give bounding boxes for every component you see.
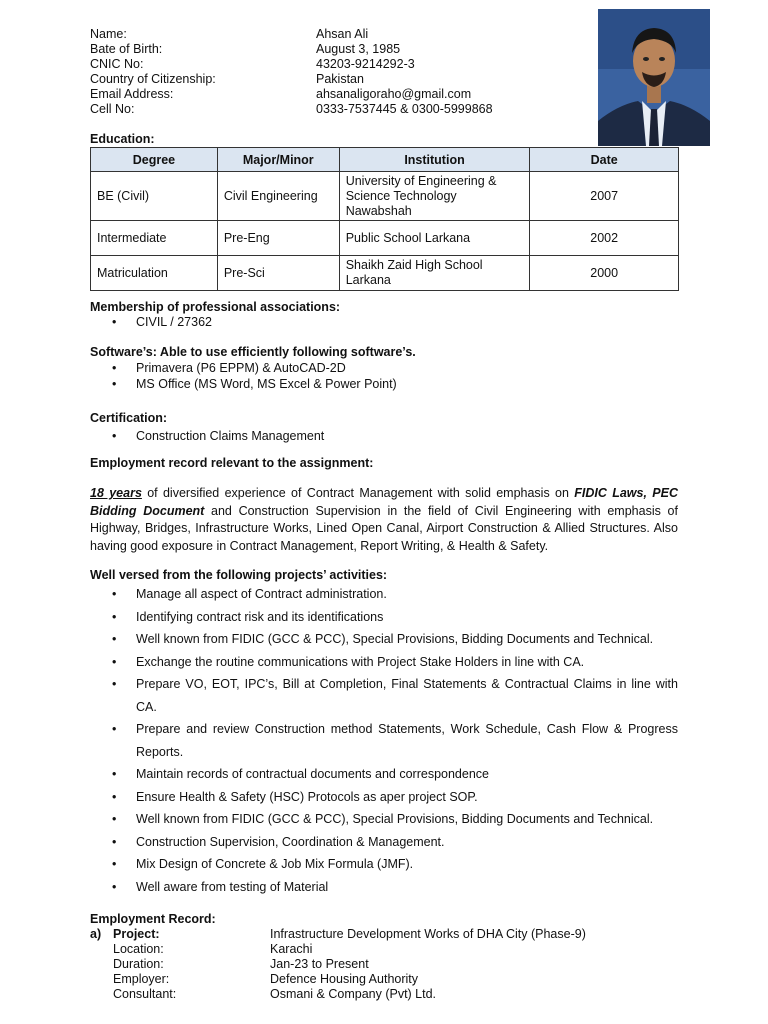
consultant-value: Osmani & Company (Pvt) Ltd. [270, 987, 437, 1001]
table-header-row [91, 148, 679, 172]
header-institution: Institution [339, 148, 530, 172]
institution-line: Larkana [345, 273, 391, 287]
employment-record-heading: Employment Record: [90, 912, 216, 926]
portrait-illustration [598, 9, 710, 146]
education-table [90, 147, 679, 291]
list-item: • MS Office (MS Word, MS Excel & Power Point) [112, 377, 397, 392]
degree-cell: Intermediate [91, 221, 218, 256]
membership-list [112, 315, 212, 330]
duration-label: Duration: [113, 957, 164, 971]
table-row [91, 256, 679, 291]
date-cell: 2000 [530, 256, 679, 291]
employment-relevant-heading: Employment record relevant to the assignment: [90, 456, 374, 470]
list-item: • Well aware from testing of Material [112, 876, 678, 899]
institution-line: Shaikh Zaid High School [345, 258, 483, 272]
activities-heading: Well versed from the following projects’ activities: [90, 568, 388, 582]
education-heading: Education: [90, 132, 155, 146]
experience-summary [90, 485, 678, 555]
certification-heading: Certification: [90, 411, 168, 425]
header-degree: Degree [91, 148, 218, 172]
cnic-label: CNIC No: [90, 57, 144, 71]
table-row [91, 221, 679, 256]
location-value: Karachi [270, 942, 313, 956]
list-item: • Construction Claims Management [112, 429, 324, 444]
name-value: Ahsan Ali [316, 27, 369, 41]
certification-list [112, 429, 324, 444]
membership-heading: Membership of professional associations: [90, 300, 341, 314]
major-cell: Civil Engineering [217, 172, 339, 221]
country-label: Country of Citizenship: [90, 72, 216, 86]
date-cell: 2007 [530, 172, 679, 221]
cell-value: 0333-7537445 & 0300-5999868 [316, 102, 493, 116]
list-item: • Prepare VO, EOT, IPC’s, Bill at Completion, Final Statements & Contractual Claims in line with CA. [112, 673, 678, 718]
list-item: • Well known from FIDIC (GCC & PCC), Special Provisions, Bidding Documents and Technical. [112, 628, 678, 651]
list-item: • Construction Supervision, Coordination & Management. [112, 831, 678, 854]
software-heading: Software’s: Able to use efficiently following software’s. [90, 345, 416, 359]
list-item: • Exchange the routine communications with Project Stake Holders in line with CA. [112, 651, 678, 674]
email-value: ahsanaligoraho@gmail.com [316, 87, 472, 101]
institution-cell [339, 172, 530, 221]
list-item: • CIVIL / 27362 [112, 315, 212, 330]
summary-text: of diversified experience of Contract Management with solid emphasis on [141, 486, 575, 500]
project-marker: a) [90, 927, 102, 941]
header-date: Date [530, 148, 679, 172]
date-cell: 2002 [530, 221, 679, 256]
software-list [112, 361, 397, 392]
list-item: • Maintain records of contractual documents and correspondence [112, 763, 678, 786]
list-item: • Manage all aspect of Contract administration. [112, 583, 678, 606]
list-item: • Identifying contract risk and its identifications [112, 606, 678, 629]
years-highlight: 18 years [90, 486, 142, 500]
header-major: Major/Minor [217, 148, 339, 172]
list-item: • Well known from FIDIC (GCC & PCC), Special Provisions, Bidding Documents and Technical. [112, 808, 678, 831]
country-value: Pakistan [316, 72, 364, 86]
cell-label: Cell No: [90, 102, 135, 116]
list-item: • Mix Design of Concrete & Job Mix Formula (JMF). [112, 853, 678, 876]
major-cell: Pre-Eng [217, 221, 339, 256]
degree-cell: BE (Civil) [91, 172, 218, 221]
email-label: Email Address: [90, 87, 174, 101]
project-label: Project: [113, 927, 160, 941]
cnic-value: 43203-9214292-3 [316, 57, 415, 71]
employer-label: Employer: [113, 972, 170, 986]
degree-cell: Matriculation [91, 256, 218, 291]
summary-text: and Construction Supervision in the field of Civil Engineering with emphasis of Highway, Bridges, Infrastructure Works, Lined Open Canal, Airport Construction & Allied Structures. Also having good exposure in Contract Management, Report Writing, & Health & Safety. [90, 503, 678, 553]
list-item: • Ensure Health & Safety (HSC) Protocols as aper project SOP. [112, 786, 678, 809]
institution-cell [339, 256, 530, 291]
institution-cell: Public School Larkana [339, 221, 530, 256]
location-label: Location: [113, 942, 164, 956]
activities-list [112, 583, 678, 898]
table-row [91, 172, 679, 221]
institution-line: University of Engineering & [345, 173, 497, 188]
list-item: • Prepare and review Construction method Statements, Work Schedule, Cash Flow & Progress Reports. [112, 718, 678, 763]
institution-line: Science Technology [345, 188, 457, 203]
major-cell: Pre-Sci [217, 256, 339, 291]
consultant-label: Consultant: [113, 987, 177, 1001]
summary-bold: FIDIC Laws, PEC Bidding Document [90, 486, 678, 518]
dob-value: August 3, 1985 [316, 42, 401, 56]
profile-photo [598, 9, 710, 146]
employer-value: Defence Housing Authority [270, 972, 419, 986]
project-value: Infrastructure Development Works of DHA City (Phase-9) [270, 927, 586, 941]
list-item: • Primavera (P6 EPPM) & AutoCAD-2D [112, 361, 397, 376]
dob-label: Bate of Birth: [90, 42, 163, 56]
duration-value: Jan-23 to Present [270, 957, 369, 971]
institution-line: Nawabshah [345, 203, 412, 218]
name-label: Name: [90, 27, 127, 41]
